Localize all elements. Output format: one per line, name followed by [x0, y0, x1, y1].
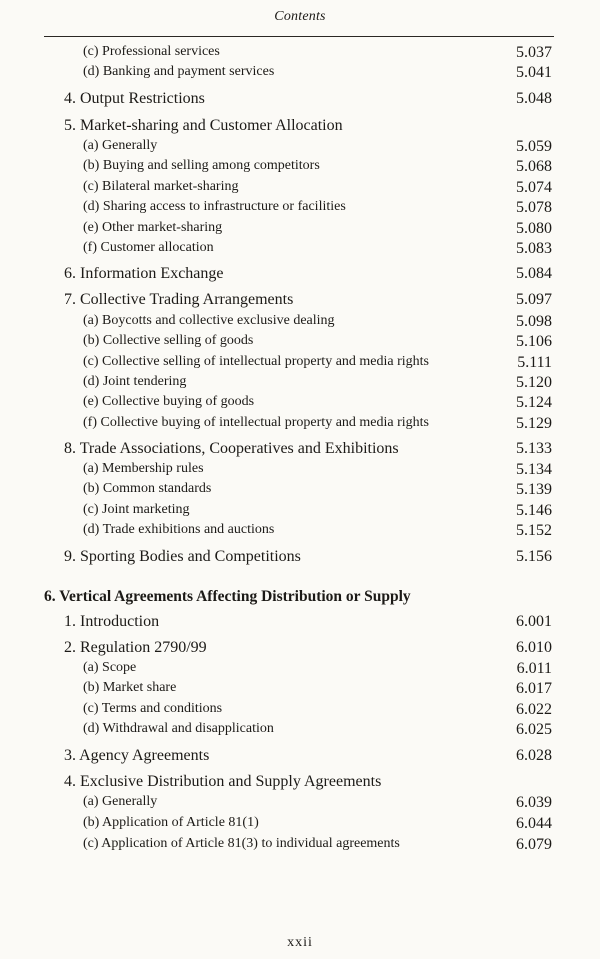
toc-entry-page: 6.044: [516, 815, 552, 832]
toc-entry-title: (a) Membership rules: [83, 461, 204, 476]
toc-entry-title: (a) Boycotts and collective exclusive dealing: [83, 313, 335, 328]
toc-entry-title: (c) Terms and conditions: [83, 701, 223, 716]
toc-entry-title: 5. Market-sharing and Customer Allocation: [64, 117, 343, 134]
toc-entry-title: (d) Trade exhibitions and auctions: [83, 522, 275, 537]
toc-entry-title: (c) Collective selling of intellectual property and media rights: [83, 354, 430, 369]
toc-entry-page: 5.106: [516, 333, 552, 350]
toc-entry-title: 7. Collective Trading Arrangements: [64, 291, 294, 308]
toc-entry-page: 5.059: [516, 138, 552, 155]
toc-entry-title: (a) Scope: [83, 660, 137, 675]
toc-entry-page: 5.134: [516, 461, 552, 478]
toc-entry-title: (c) Application of Article 81(3) to individual agreements: [83, 836, 400, 851]
toc-entry-page: 6.010: [516, 639, 552, 656]
toc-entry-title: 6. Information Exchange: [64, 265, 224, 282]
toc-entry-page: 5.097: [516, 291, 552, 308]
toc-entry-title: 4. Exclusive Distribution and Supply Agreements: [64, 773, 382, 790]
toc-entry-title: 2. Regulation 2790/99: [64, 639, 207, 656]
toc-entry-title: (d) Joint tendering: [83, 374, 187, 389]
toc-entry-page: 5.133: [516, 440, 552, 457]
toc-entry-page: 6.001: [516, 613, 552, 630]
toc-entry-title: (b) Common standards: [83, 481, 212, 496]
toc-entry-page: 5.074: [516, 179, 552, 196]
toc-entry-page: 6.011: [516, 660, 552, 677]
toc-entry-title: 6. Vertical Agreements Affecting Distribution or Supply: [44, 588, 411, 605]
toc-entry-title: (b) Collective selling of goods: [83, 333, 254, 348]
toc-entry-page: 6.028: [516, 747, 552, 764]
toc-entry-title: (a) Generally: [83, 138, 158, 153]
toc-entry-page: 5.139: [516, 481, 552, 498]
toc-entry-title: (d) Sharing access to infrastructure or facilities: [83, 199, 346, 214]
page-number: xxii: [287, 935, 313, 950]
toc-entry-page: 6.079: [516, 836, 552, 853]
toc-entry-title: 9. Sporting Bodies and Competitions: [64, 548, 301, 565]
toc-entry-page: 5.129: [516, 415, 552, 432]
toc-entry-page: 5.152: [516, 522, 552, 539]
toc-entry-page: 5.156: [516, 548, 552, 565]
toc-entry-page: 5.080: [516, 220, 552, 237]
toc-entry-title: 4. Output Restrictions: [64, 90, 205, 107]
toc-entry-title: (e) Other market-sharing: [83, 220, 223, 235]
toc-entry-title: (b) Application of Article 81(1): [83, 815, 259, 830]
toc-entry-title: (b) Buying and selling among competitors: [83, 158, 320, 173]
running-head: Contents: [274, 9, 326, 24]
toc-entry-title: (f) Customer allocation: [83, 240, 214, 255]
toc-entry-title: (c) Professional services: [83, 44, 220, 59]
toc-entry-page: 6.022: [516, 701, 552, 718]
toc-entry-page: 5.041: [516, 64, 552, 81]
toc-entry-page: 5.068: [516, 158, 552, 175]
toc-entry-title: (d) Banking and payment services: [83, 64, 275, 79]
toc-entry-page: 5.120: [516, 374, 552, 391]
toc-entry-title: (e) Collective buying of goods: [83, 394, 255, 409]
toc-entry-page: 5.037: [516, 44, 552, 61]
toc-entry-page: 6.039: [516, 794, 552, 811]
toc-entry-page: 5.078: [516, 199, 552, 216]
toc-entry-page: 5.048: [516, 90, 552, 107]
toc-entry-title: (b) Market share: [83, 680, 177, 695]
toc-entry-title: (d) Withdrawal and disapplication: [83, 721, 274, 736]
toc-entry-page: 5.124: [516, 394, 552, 411]
toc-entry-page: 5.111: [517, 354, 552, 371]
toc-entry-title: (c) Bilateral market-sharing: [83, 179, 239, 194]
toc-entry-title: (c) Joint marketing: [83, 502, 190, 517]
toc-entry-page: 5.098: [516, 313, 552, 330]
toc-entry-title: 3. Agency Agreements: [64, 747, 210, 764]
toc-entry-page: 5.083: [516, 240, 552, 257]
toc-entry-title: (f) Collective buying of intellectual property and media rights: [83, 415, 430, 430]
toc-entry-page: 6.017: [516, 680, 552, 697]
toc-entry-title: (a) Generally: [83, 794, 158, 809]
toc-entry-page: 6.025: [516, 721, 552, 738]
toc-entry-title: 1. Introduction: [64, 613, 160, 630]
toc-entry-title: 8. Trade Associations, Cooperatives and Exhibitions: [64, 440, 399, 457]
toc-entry-page: 5.146: [516, 502, 552, 519]
toc-entry-page: 5.084: [516, 265, 552, 282]
